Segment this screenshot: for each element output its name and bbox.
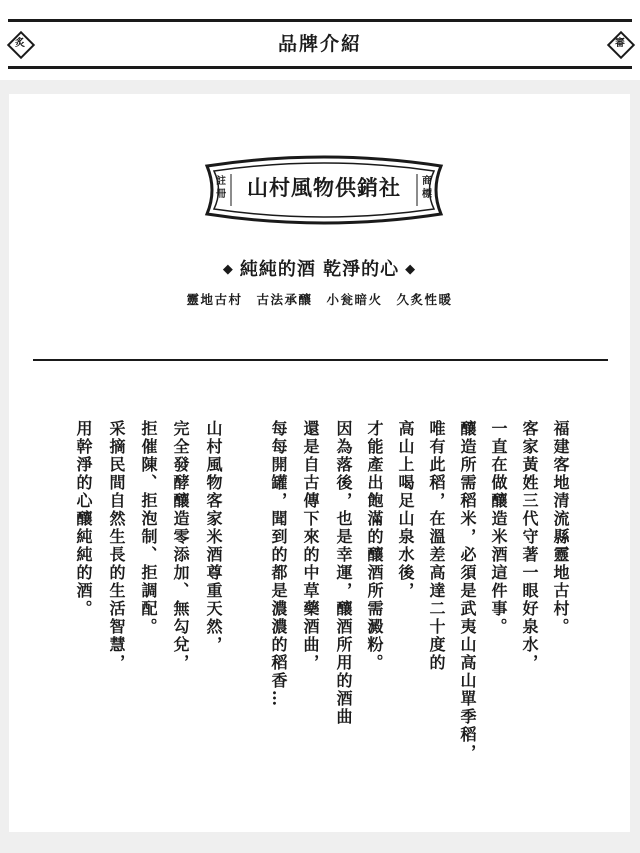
header-rule-bottom: [8, 66, 632, 69]
emblem-right-icon[interactable]: [607, 31, 633, 57]
text-column: 釀造所需稻米，必須是武夷山高山單季稻，: [458, 420, 477, 762]
subslogan: 靈地古村 古法承釀 小瓮暗火 久炙性暖: [186, 292, 453, 307]
text-column: 用幹淨的心釀純純的酒。: [74, 420, 93, 618]
text-column: 因為落後，也是幸運，釀酒所用的酒曲: [334, 420, 353, 726]
header-rule-top: [8, 19, 632, 22]
header-bar: [0, 0, 640, 80]
emblem-right-glyph: 審: [615, 38, 625, 49]
slogan: [9, 257, 630, 283]
text-column: 福建客地清流縣靈地古村。: [551, 420, 570, 636]
section-divider: [33, 359, 608, 361]
logo-trademark-label: 商標: [422, 176, 432, 200]
text-column: 才能產出飽滿的釀酒所需澱粉。: [365, 420, 384, 672]
logo-brand-name: 山村風物供銷社: [247, 175, 401, 200]
text-column: 完全發酵釀造零添加、無勾兌，: [171, 420, 190, 672]
text-column: 客家黃姓三代守著一眼好泉水，: [520, 420, 539, 672]
page-title: 品牌介紹: [277, 33, 362, 55]
text-column: 高山上喝足山泉水後，: [396, 420, 415, 600]
text-column: 山村風物客家米酒尊重天然，: [204, 420, 223, 654]
brand-logo: [199, 152, 449, 228]
brand-card: [9, 94, 630, 832]
diamond-icon: ◆: [405, 262, 417, 277]
text-column: 還是自古傳下來的中草藥酒曲，: [301, 420, 320, 672]
logo-registered-label: 註冊: [216, 176, 226, 200]
emblem-left-glyph: 炙: [15, 38, 25, 49]
text-column: 每每開罐，聞到的都是濃濃的稻香…: [269, 420, 288, 708]
text-column: 拒催陳、拒泡制、拒調配。: [139, 420, 158, 636]
diamond-icon: ◆: [222, 262, 234, 277]
text-column: 唯有此稻，在溫差高達二十度的: [427, 420, 446, 672]
slogan-text: 純純的酒 乾淨的心: [239, 259, 400, 280]
text-column: 采摘民間自然生長的生活智慧，: [107, 420, 126, 672]
text-column: 一直在做釀造米酒這件事。: [489, 420, 508, 636]
